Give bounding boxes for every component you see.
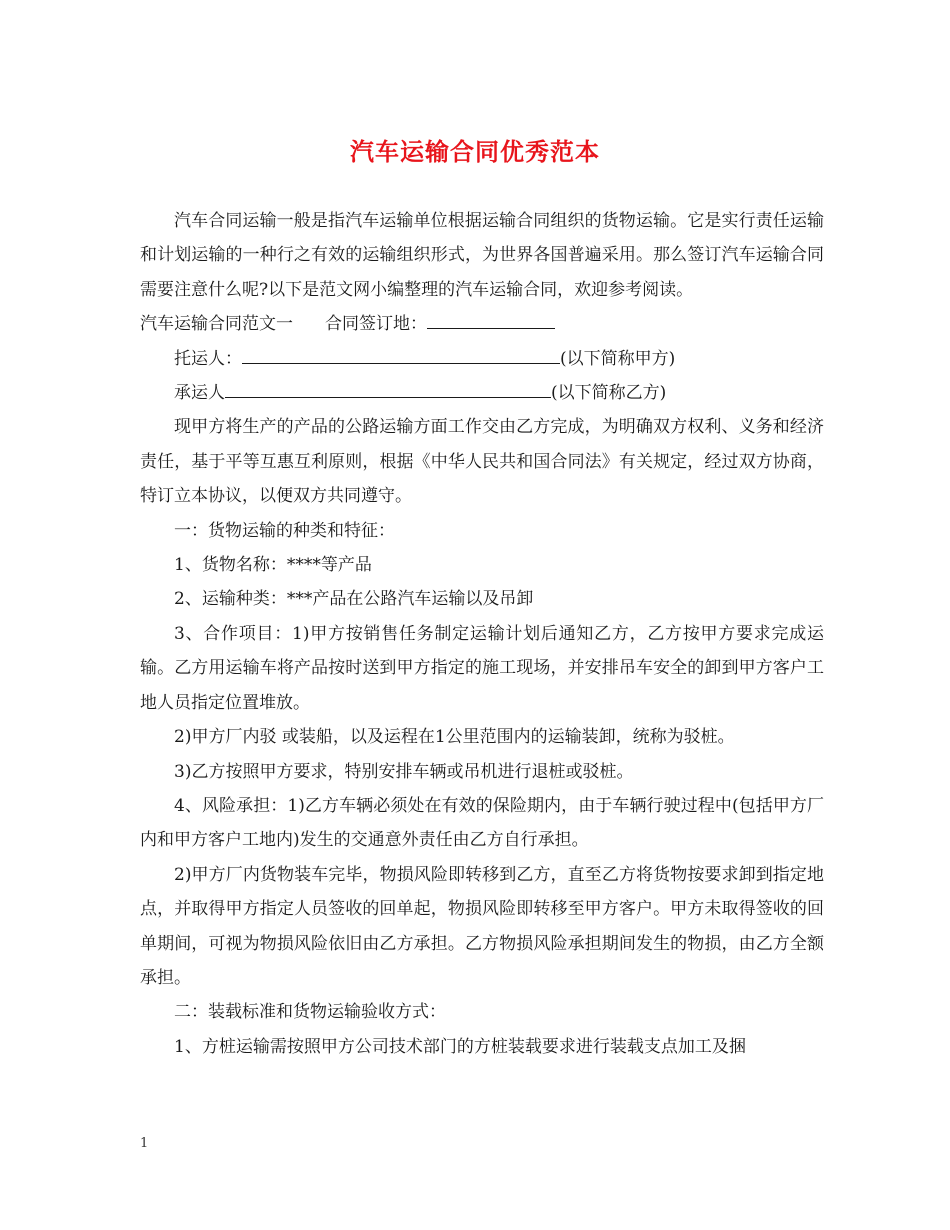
consignor-label: 托运人： [174, 348, 242, 369]
body-paragraph: 3)乙方按照甲方要求，特别安排车辆或吊机进行退桩或驳桩。 [174, 761, 634, 782]
body-paragraph: 1、方桩运输需按照甲方公司技术部门的方桩装载要求进行装载支点加工及捆 [174, 1036, 746, 1057]
carrier-label: 承运人 [174, 383, 225, 404]
body-paragraph: 2)甲方厂内货物装车完毕，物损风险即转移到乙方，直至乙方将货物按要求卸到指定地点，并取得甲方指定人员签收的回单起，物损风险即转移至甲方客户。甲方未取得签收的回单期间，可视为物损风险依旧由乙方承担。乙方物损风险承担期间发生的物损，由乙方全额承担。 [140, 864, 824, 988]
body-paragraph: 4、风险承担：1)乙方车辆必须处在有效的保险期内，由于车辆行驶过程中(包括甲方厂内和甲方客户工地内)发生的交通意外责任由乙方自行承担。 [140, 795, 824, 851]
section-heading: 一：货物运输的种类和特征： [174, 520, 395, 541]
carrier-row [140, 376, 824, 410]
page-number: 1 [140, 1136, 149, 1151]
sign-place-blank [427, 308, 555, 329]
sample-heading: 汽车运输合同范文一 [140, 314, 293, 335]
consignor-row [140, 342, 824, 376]
intro-paragraph: 汽车合同运输一般是指汽车运输单位根据运输合同组织的货物运输。它是实行责任运输和计划运输的一种行之有效的运输组织形式，为世界各国普遍采用。那么签订汽车运输合同需要注意什么呢?以下是范文网小编整理的汽车运输合同，欢迎参考阅读。 [140, 211, 824, 300]
sign-place-label: 合同签订地： [325, 314, 427, 335]
sample-heading-row [140, 307, 824, 341]
carrier-suffix: (以下简称乙方) [551, 383, 667, 404]
body-paragraph: 3、合作项目：1)甲方按销售任务制定运输计划后通知乙方，乙方按甲方要求完成运输。乙方用运输车将产品按时送到甲方指定的施工现场，并安排吊车安全的卸到甲方客户工地人员指定位置堆放。 [140, 623, 824, 713]
document-title: 汽车运输合同优秀范本 [350, 137, 600, 166]
section-heading: 二：装载标准和货物运输验收方式： [174, 1002, 446, 1023]
body-paragraph: 1、货物名称：****等产品 [174, 555, 372, 576]
body-paragraph: 2、运输种类：***产品在公路汽车运输以及吊卸 [174, 589, 534, 610]
body-paragraph: 现甲方将生产的产品的公路运输方面工作交由乙方完成，为明确双方权利、义务和经济责任，基于平等互惠互利原则，根据《中华人民共和国合同法》有关规定，经过双方协商，特订立本协议，以便双方共同遵守。 [140, 417, 824, 507]
consignor-blank [242, 343, 560, 364]
document-body [140, 204, 824, 1064]
consignor-suffix: (以下简称甲方) [560, 348, 676, 369]
carrier-blank [225, 377, 551, 398]
body-paragraph: 2)甲方厂内驳 或装船，以及运程在1公里范围内的运输装卸，统称为驳桩。 [174, 727, 735, 748]
